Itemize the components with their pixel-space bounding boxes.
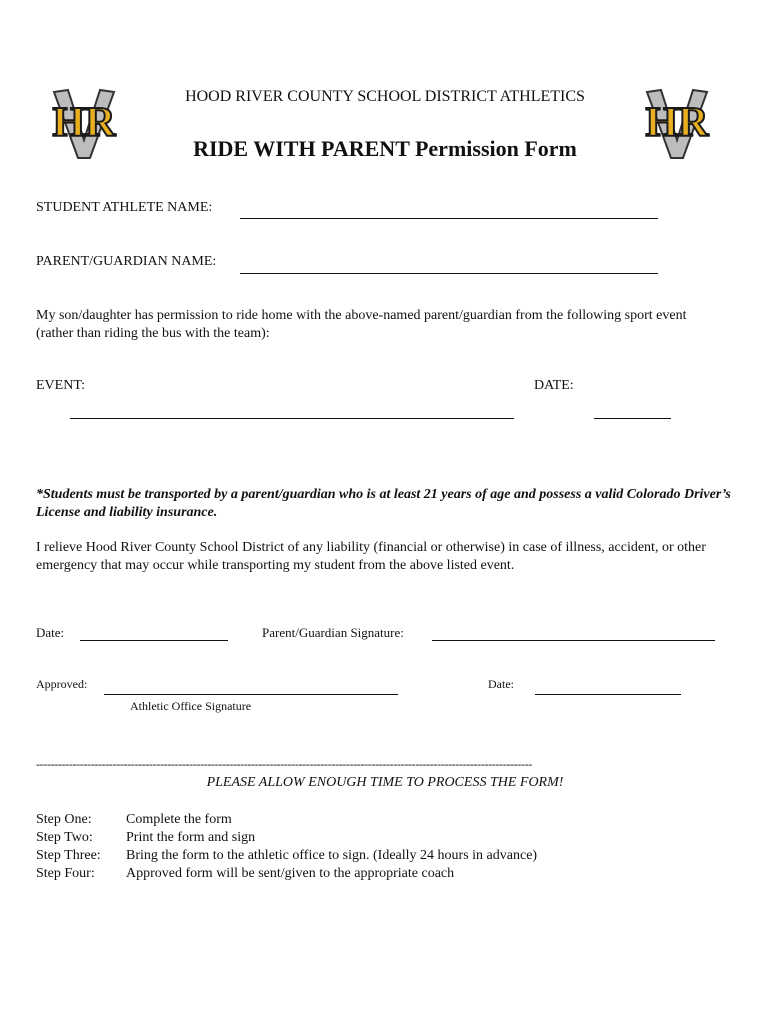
step-row — [36, 865, 537, 883]
event-label: EVENT: — [36, 378, 86, 393]
event-date-field[interactable] — [594, 418, 671, 419]
transport-requirement-notice: *Students must be transported by a parent/guardian who is at least 21 years of age and possess a valid Colorado Driver’s License and liability insurance. — [36, 487, 731, 520]
process-time-note: PLEASE ALLOW ENOUGH TIME TO PROCESS THE FORM! — [206, 775, 564, 790]
org-heading: HOOD RIVER COUNTY SCHOOL DISTRICT ATHLETICS — [185, 88, 585, 105]
athletic-office-signature-caption: Athletic Office Signature — [130, 699, 252, 713]
step-text: Print the form and sign — [126, 830, 256, 845]
step-row — [36, 811, 537, 829]
step-text: Approved form will be sent/given to the appropriate coach — [126, 866, 455, 881]
svg-text:HR: HR — [645, 100, 709, 146]
step-label: Step One: — [36, 812, 92, 827]
student-athlete-label: STUDENT ATHLETE NAME: — [36, 200, 213, 215]
athletic-office-signature-field[interactable] — [104, 694, 398, 695]
liability-release-statement: I relieve Hood River County School District of any liability (financial or otherwise) in case of illness, accident, or other emergency that may occur while transporting my student from the above listed event. — [36, 540, 706, 573]
event-date-label: DATE: — [534, 378, 574, 393]
step-text: Bring the form to the athletic office to sign. (Ideally 24 hours in advance) — [126, 848, 538, 863]
signature-date-label: Date: — [36, 625, 65, 640]
parent-guardian-name-field[interactable] — [240, 273, 658, 274]
parent-signature-label: Parent/Guardian Signature: — [262, 625, 404, 640]
step-label: Step Four: — [36, 866, 95, 881]
step-label: Step Two: — [36, 830, 93, 845]
parent-signature-field[interactable] — [432, 640, 715, 641]
step-row — [36, 829, 537, 847]
student-athlete-name-field[interactable] — [240, 218, 658, 219]
approved-label: Approved: — [36, 677, 88, 691]
parent-guardian-label: PARENT/GUARDIAN NAME: — [36, 254, 217, 269]
approved-date-field[interactable] — [535, 694, 681, 695]
step-label: Step Three: — [36, 848, 101, 863]
permission-statement: My son/daughter has permission to ride home with the above-named parent/guardian from the following sport event (rather than riding the bus with the team): — [36, 308, 687, 341]
svg-text:HR: HR — [52, 100, 116, 146]
cut-line-divider: ---------------------------------------------------------------------------------------------------------------------------------------- — [36, 757, 532, 771]
step-row — [36, 847, 537, 865]
steps-list — [36, 811, 537, 883]
event-field[interactable] — [70, 418, 514, 419]
signature-date-field[interactable] — [80, 640, 228, 641]
approved-date-label: Date: — [488, 677, 514, 691]
form-title: RIDE WITH PARENT Permission Form — [193, 136, 577, 161]
step-text: Complete the form — [126, 812, 232, 827]
